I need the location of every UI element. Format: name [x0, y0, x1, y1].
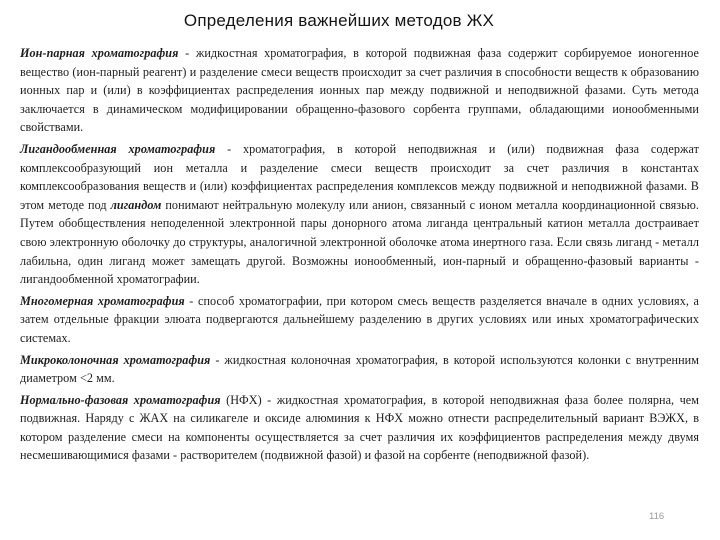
inline-term-ligand: лигандом	[110, 197, 162, 212]
definition-ion-pair	[20, 44, 699, 137]
definition-text: - жидкостная хроматография, в которой подвижная фаза содержит сорбируемое ионогенное вещество (ион-парный реагент) и разделение смеси веществ происходит за счет различия в способности веществ к образованию ионных пар и (или) в коэффициентах распределения ионных пар между подвижной и неподвижной фазами. Суть метода заключается в динамическом модифицировании обращенно-фазового сорбента группами, обладающими ионообменными свойствами.	[20, 46, 699, 135]
definition-microcolumn	[20, 351, 699, 388]
definition-normal-phase	[20, 391, 699, 465]
definition-text: (НФХ) - жидкостная хроматография, в которой неподвижная фаза более полярна, чем подвижная. Наряду с ЖАХ на силикагеле и оксиде алюминия к НФХ можно отнести распределительный вариант ВЭЖХ, в котором разделение смеси на компоненты осуществляется за счет различия их коэффициентов распределения между двумя несмешивающимися фазами - растворителем (подвижной фазой) и фазой на сорбенте (неподвижной фазой).	[20, 392, 699, 463]
definition-ligand-exchange	[20, 140, 699, 289]
definition-term: Ион-парная хроматография	[20, 46, 179, 60]
page-title: Определения важнейших методов ЖХ	[183, 11, 495, 30]
definition-text: - жидкостная колоночная хроматография, в которой используются колонки с внутренним диаметром <2 мм.	[20, 352, 699, 386]
definition-term: Микроколоночная хроматография	[20, 352, 211, 367]
page-number: 116	[649, 511, 665, 522]
definition-multidimensional	[20, 292, 699, 348]
definitions-list	[20, 44, 699, 468]
definition-text: понимают нейтральную молекулу или анион, связанный с ионом металла координационной связью. Путем обобществления неподеленной электронной пары донорного атома лиганда центральный катион металла достраивает свою электронную оболочку до структуры, аналогичной электронной оболочке атома инертного газа. Если связь лиганд - металл лабильна, один лиганд может замещать другой. Возможны ионообменный, ион-парный и обращенно-фазовый варианты - лигандообменной хроматографии.	[20, 197, 699, 287]
definition-text: - хроматография, в которой неподвижная и (или) подвижная фаза содержат комплексообразующий ион металла и разделение смеси веществ происходит за счет различия в константах комплексообразования веществ и (или) коэффициентах распределения комплексов между подвижной и неподвижной фазами. В этом методе под	[20, 141, 699, 212]
definition-text: - способ хроматографии, при котором смесь веществ разделяется вначале в одних условиях, а затем отдельные фракции элюата подвергаются дальнейшему разделению в других условиях или иных хроматографических системах.	[20, 293, 699, 345]
definition-term: Нормально-фазовая хроматография	[20, 392, 221, 407]
definition-term: Многомерная хроматография	[20, 293, 185, 308]
definition-term: Лигандообменная хроматография	[20, 141, 216, 156]
